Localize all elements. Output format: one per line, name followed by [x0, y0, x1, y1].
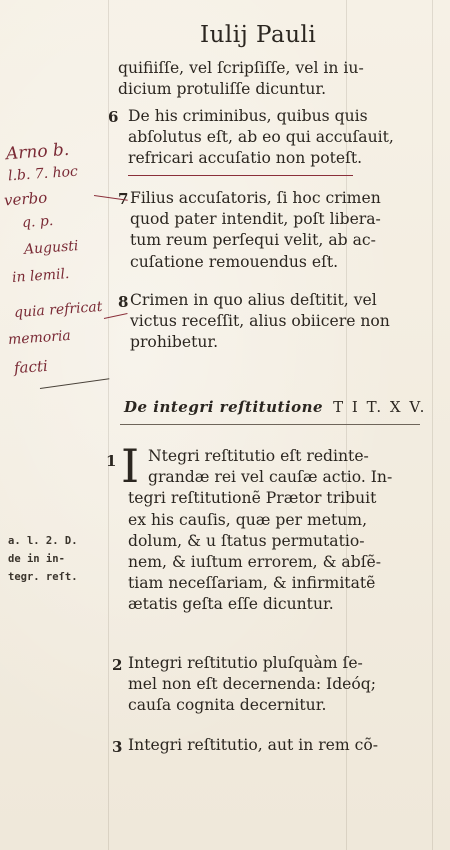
text-line: abſolutus eſt, ab eo qui accuſauit, [128, 128, 394, 147]
ink-underline [128, 175, 353, 176]
text-line: tum reum perſequi velit, ab ac- [130, 231, 376, 250]
running-header: Iulij Pauli [200, 22, 317, 48]
handwritten-note: Arno b. [5, 139, 70, 165]
text-line: dolum, & u ſtatus permutatio- [128, 531, 365, 550]
handwritten-note: memoria [7, 327, 72, 349]
text-line: quifiiſſe, vel ſcripſiſſe, vel in iu- [118, 59, 364, 77]
text-line: Ntegri reſtitutio eſt redinte- [148, 447, 369, 465]
paragraph-number: 6 [108, 108, 119, 126]
handwritten-note: facti [13, 356, 49, 378]
paragraph-number: 1 [106, 452, 117, 470]
title-number: T I T. X V. [333, 398, 427, 416]
text-line: mel non eſt decernenda: Ideóq; [128, 675, 377, 694]
text-line: refricari accuſatio non poteſt. [128, 149, 363, 168]
text-line: cauſa cognita decernitur. [128, 696, 327, 715]
paragraph-1 [128, 446, 440, 616]
text-line: Integri reſtitutio pluſquàm ſe- [128, 654, 363, 672]
text-line: tiam neceſſariam, & infirmitatẽ [128, 574, 376, 593]
text-line: prohibetur. [130, 333, 219, 352]
margin-note-line: a. l. 2. D. [8, 535, 78, 547]
paragraph-number: 8 [118, 293, 129, 311]
margin-note-line: tegr. reſt. [8, 571, 78, 583]
text-line: ætatis geſta eſſe dicuntur. [128, 595, 334, 614]
paragraph-number: 3 [112, 738, 123, 756]
text-line: grandæ rei vel cauſæ actio. In- [148, 468, 393, 487]
title-divider [120, 424, 420, 425]
margin-note [8, 532, 78, 586]
text-line: victus receſſit, alius obiicere non [130, 312, 390, 331]
text-line: Integri reſtitutio, aut in rem cõ- [128, 736, 379, 754]
text-line: quod pater intendit, poſt libera- [130, 210, 381, 229]
text-line: ex his cauſis, quæ per metum, [128, 510, 368, 529]
text-line: tegri reſtitutionẽ Prætor tribuit [128, 489, 377, 508]
paragraph-3 [128, 735, 440, 756]
text-line: dicium protuliſſe dicuntur. [118, 80, 327, 99]
drop-cap: I [121, 439, 140, 493]
text-line: De his criminibus, quibus quis [128, 107, 368, 125]
paragraph-continuation [118, 58, 430, 100]
scan-rule-line [108, 0, 109, 850]
paragraph-7 [130, 188, 442, 273]
handwritten-note: verbo [3, 188, 48, 210]
margin-note-line: de in in- [8, 553, 65, 565]
paragraph-number: 2 [112, 656, 123, 674]
paragraph-2 [128, 653, 440, 717]
text-line: cuſatione remouendus eſt. [130, 252, 339, 271]
text-line: Filius accuſatoris, ſi hoc crimen [130, 189, 381, 207]
handwritten-note: Augusti [23, 238, 79, 258]
title-text: De integri reſtitutione [124, 398, 324, 416]
handwritten-note: quia refricat [13, 298, 103, 322]
ink-stroke [40, 378, 109, 389]
handwritten-note: q. p. [21, 212, 54, 232]
handwritten-note: l.b. 7. hoc [7, 163, 79, 185]
section-title [124, 398, 426, 416]
paragraph-8 [130, 290, 442, 354]
handwritten-note: in lemil. [11, 266, 70, 286]
text-line: nem, & iuſtum errorem, & abſẽ- [128, 552, 381, 571]
text-line: Crimen in quo alius deſtitit, vel [130, 291, 377, 309]
paragraph-6 [128, 106, 440, 170]
